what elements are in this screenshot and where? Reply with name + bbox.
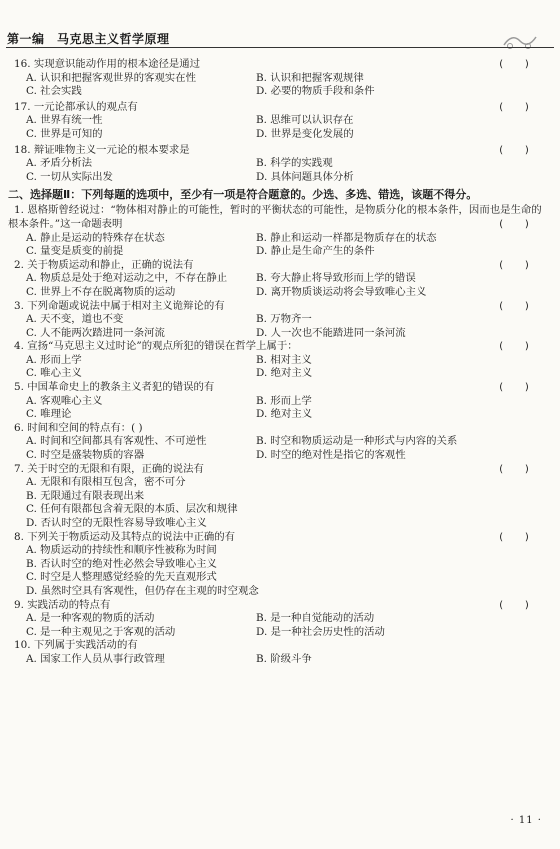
option-a: A. 是一种客观的物质的活动 [26,612,155,625]
header-rule [6,47,554,48]
chapter-title: 第一编 马克思主义哲学原理 [7,32,170,46]
question-stem: 1. 恩格斯曾经说过：“物体相对静止的可能性，暂时的平衡状态的可能性，是物质分化的根本条件，因而也是生命的 [14,204,542,217]
question-stem: 3. 下列命题或说法中属于相对主义诡辩论的有 ( ) [14,299,530,312]
option-b: B. 夸大静止将导致形而上学的错误 [256,272,416,285]
question-2-4 [0,340,560,381]
answer-parentheses: ( ) [497,144,530,156]
option-a: A. 形而上学 [26,353,82,366]
option-c: C. 是一种主观见之于客观的活动 [26,625,176,638]
option-d: D. 绝对主义 [256,367,313,380]
option-c: C. 一切从实际出发 [26,170,113,183]
option-a: A. 天不变，道也不变 [26,313,124,326]
answer-parentheses: ( ) [497,300,530,312]
option-c: C. 社会实践 [26,85,82,98]
answer-parentheses: ( ) [497,259,530,271]
question-stem: 7. 关于时空的无限和有限，正确的说法有 ( ) [14,462,530,475]
question-stem: 16. 实现意识能动作用的根本途径是通过 ( ) [14,58,530,70]
option-b: B. 思维可以认识存在 [256,114,354,127]
option-b: B. 静止和运动一样都是物质存在的状态 [256,231,437,244]
option-d: D. 必要的物质手段和条件 [256,85,375,98]
page-header [0,27,560,49]
option-c: C. 世界是可知的 [26,127,103,140]
option-d: D. 虽然时空具有客观性，但仍存在主观的时空观念 [26,584,259,597]
question-stem: 17. 一元论都承认的观点有 ( ) [14,100,530,113]
question-content [0,58,560,667]
question-stem: 9. 实践活动的特点有 ( ) [14,598,530,611]
option-c: C. 任何有限都包含着无限的本质、层次和规律 [26,503,238,516]
option-b: B. 万物齐一 [256,313,312,326]
option-d: D. 人一次也不能踏进同一条河流 [256,326,406,339]
question-2-5 [0,381,560,422]
option-d: D. 具体问题具体分析 [256,170,354,183]
option-a: A. 静止是运动的特殊存在状态 [26,231,165,244]
option-d: D. 时空的绝对性是指它的客观性 [256,449,406,462]
section-2-title: 二、选择题Ⅱ：下列每题的选项中，至少有一项是符合题意的。少选、多选、错选，该题不得分。 [8,188,478,202]
question-stem: 4. 宣扬“马克思主义过时论”的观点所犯的错误在哲学上属于： ( ) [14,340,530,353]
question-17 [0,101,560,142]
option-a: A. 认识和把握客观世界的客观实在性 [26,71,196,84]
option-b: B. 形而上学 [256,394,312,407]
option-c: C. 量变是质变的前提 [26,245,124,258]
option-b: B. 科学的实践观 [256,157,333,170]
answer-parentheses: ( ) [497,59,530,70]
question-stem: 10. 下列属于实践活动的有 [14,639,138,652]
option-d: D. 否认时空的无限性容易导致唯心主义 [26,517,207,529]
option-a: A. 矛盾分析法 [26,157,93,170]
option-b: B. 是一种自觉能动的活动 [256,612,375,625]
option-b: B. 无限通过有限表现出来 [26,489,145,502]
option-a: A. 客观唯心主义 [26,394,103,407]
option-c: C. 时空是盛装物质的容器 [26,449,145,462]
option-a: A. 世界有统一性 [26,114,103,127]
option-c: C. 唯心主义 [26,367,82,380]
option-a: A. 时间和空间都具有客观性、不可逆性 [26,435,207,448]
option-b: B. 时空和物质运动是一种形式与内容的关系 [256,435,458,448]
option-d: D. 世界是变化发展的 [256,127,354,140]
answer-parentheses: ( ) [497,599,530,611]
option-d: D. 离开物质谈运动将会导致唯心主义 [256,285,427,298]
option-b: B. 认识和把握客观规律 [256,71,364,84]
option-b: B. 阶级斗争 [256,652,312,665]
question-2-1 [0,204,560,258]
page-number: · 11 · [510,815,542,826]
question-2-9 [0,599,560,640]
answer-parentheses: ( ) [497,101,530,113]
question-stem: 6. 时间和空间的特点有：( ) [14,421,143,434]
answer-parentheses: ( ) [497,218,530,230]
question-stem-cont: 根本条件。”这一命题表明 ( ) [8,217,530,230]
question-2-2 [0,259,560,300]
option-c: C. 人不能两次踏进同一条河流 [26,326,165,339]
question-2-7 [0,463,560,531]
question-stem: 8. 下列关于物质运动及其特点的说法中正确的有 ( ) [14,530,530,543]
option-c: C. 时空是人整理感觉经验的先天直观形式 [26,571,217,584]
question-stem: 2. 关于物质运动和静止，正确的说法有 ( ) [14,258,530,271]
option-a: A. 无限和有限相互包含，密不可分 [26,476,186,489]
option-a: A. 物质运动的持续性和顺序性被称为时间 [26,544,217,557]
option-b: B. 相对主义 [256,353,312,366]
question-18 [0,144,560,185]
answer-parentheses: ( ) [497,341,530,353]
answer-parentheses: ( ) [497,531,530,543]
option-c: C. 唯理论 [26,408,72,421]
answer-parentheses: ( ) [497,382,530,394]
option-a: A. 国家工作人员从事行政管理 [26,652,165,665]
question-stem: 18. 辩证唯物主义一元论的根本要求是 ( ) [14,143,530,156]
question-stem: 5. 中国革命史上的教条主义者犯的错误的有 ( ) [14,381,530,394]
question-2-8 [0,531,560,599]
option-d: D. 是一种社会历史性的活动 [256,625,385,638]
option-c: C. 世界上不存在脱离物质的运动 [26,285,176,298]
option-d: D. 绝对主义 [256,408,313,421]
question-2-6 [0,422,560,463]
option-b: B. 否认时空的绝对性必然会导致唯心主义 [26,557,217,570]
option-a: A. 物质总是处于绝对运动之中，不存在静止 [26,272,228,285]
option-d: D. 静止是生命产生的条件 [256,245,375,258]
question-2-10 [0,639,560,666]
question-16 [0,58,560,99]
question-2-3 [0,300,560,341]
answer-parentheses: ( ) [497,463,530,475]
